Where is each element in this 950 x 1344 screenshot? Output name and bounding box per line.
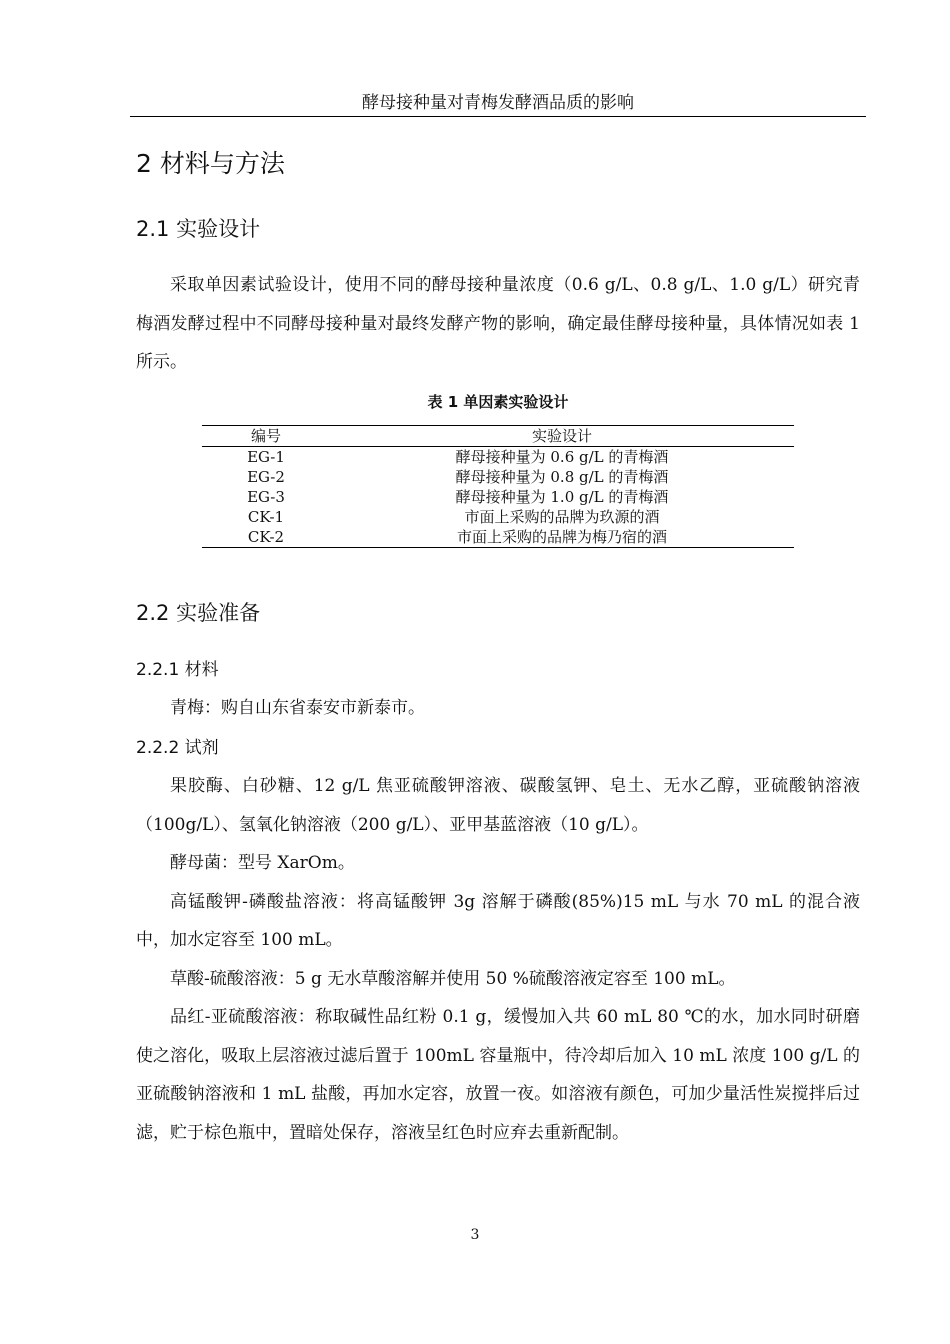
paragraph-materials bbox=[136, 689, 860, 728]
table-header-id: 编号 bbox=[202, 426, 330, 447]
page-number: 3 bbox=[470, 1227, 480, 1243]
paragraph-2-1-text: 采取单因素试验设计，使用不同的酵母接种量浓度（0.6 g/L、0.8 g/L、1.0 g/L）研究青梅酒发酵过程中不同酵母接种量对最终发酵产物的影响，确定最佳酵母接种量，具体情况如表 1 所示。 bbox=[136, 275, 860, 372]
table-row bbox=[202, 487, 794, 507]
table-cell-design: 酵母接种量为 0.6 g/L 的青梅酒 bbox=[455, 448, 669, 466]
header-rule bbox=[130, 116, 866, 117]
table-row bbox=[202, 447, 794, 468]
table-cell-id: EG-1 bbox=[247, 448, 285, 466]
design-table bbox=[202, 425, 794, 548]
fuchsin-sulfite-solution-text: 品红-亚硫酸溶液：称取碱性品红粉 0.1 g，缓慢加入共 60 mL 80 ℃的水，加水同时研磨使之溶化，吸取上层溶液过滤后置于 100mL 容量瓶中，待冷却后加入 10 mL 浓度 100 g/L 的亚硫酸钠溶液和 1 mL 盐酸，再加水定容，放置一夜。如溶液有颜色，可加少量活性炭搅拌后过滤，贮于棕色瓶中，置暗处保存，溶液呈红色时应弃去重新配制。 bbox=[136, 1007, 860, 1143]
table-cell-design: 酵母接种量为 0.8 g/L 的青梅酒 bbox=[455, 468, 669, 486]
subsection-2-2-1-title: 2.2.1 材料 bbox=[136, 660, 219, 680]
table-row bbox=[202, 507, 794, 527]
table-caption: 表 1 单因素实验设计 bbox=[427, 393, 569, 411]
table-row bbox=[202, 467, 794, 487]
subsection-2-1-title: 2.1 实验设计 bbox=[136, 217, 261, 241]
reagents-list-text: 果胶酶、白砂糖、12 g/L 焦亚硫酸钾溶液、碳酸氢钾、皂土、无水乙醇，亚硫酸钠溶液（100g/L）、氢氧化钠溶液（200 g/L）、亚甲基蓝溶液（10 g/L）。 bbox=[136, 776, 860, 835]
table-row bbox=[202, 527, 794, 548]
table-cell-design: 市面上采购的品牌为梅乃宿的酒 bbox=[330, 527, 794, 548]
table-header-design: 实验设计 bbox=[330, 426, 794, 447]
running-header: 酵母接种量对青梅发酵酒品质的影响 bbox=[362, 93, 634, 113]
table-cell-design: 市面上采购的品牌为玖源的酒 bbox=[464, 508, 660, 526]
table-cell-id: EG-3 bbox=[247, 488, 285, 506]
oxalic-sulfuric-solution-text: 草酸-硫酸溶液：5 g 无水草酸溶解并使用 50 %硫酸溶液定容至 100 mL。 bbox=[170, 968, 736, 989]
table-cell-id: CK-2 bbox=[202, 527, 330, 548]
paragraph-materials-text: 青梅：购自山东省泰安市新泰市。 bbox=[170, 698, 425, 718]
subsection-2-2-title: 2.2 实验准备 bbox=[136, 601, 261, 625]
table-header-row bbox=[202, 426, 794, 447]
permanganate-solution-text: 高锰酸钾-磷酸盐溶液：将高锰酸钾 3g 溶解于磷酸(85%)15 mL 与水 70 mL 的混合液中，加水定容至 100 mL。 bbox=[136, 891, 860, 950]
table-cell-design: 酵母接种量为 1.0 g/L 的青梅酒 bbox=[455, 488, 669, 506]
table-cell-id: EG-2 bbox=[247, 468, 285, 486]
paragraph-reagents bbox=[136, 767, 860, 1152]
paragraph-2-1 bbox=[136, 266, 860, 382]
table-cell-id: CK-1 bbox=[247, 508, 285, 526]
yeast-text: 酵母菌：型号 XarOm。 bbox=[170, 853, 355, 873]
subsection-2-2-2-title: 2.2.2 试剂 bbox=[136, 738, 219, 758]
section-title: 2 材料与方法 bbox=[136, 149, 285, 178]
